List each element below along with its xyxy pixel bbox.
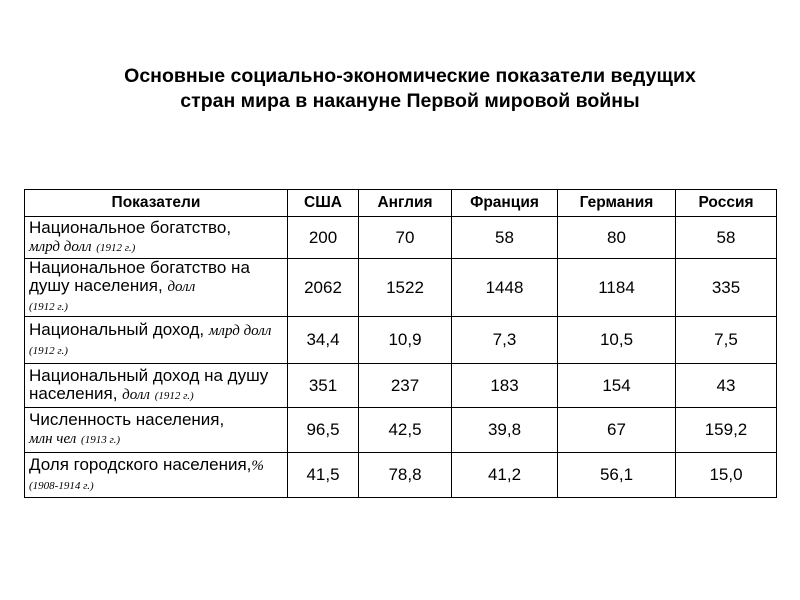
title-line-1: Основные социально-экономические показатели ведущих <box>124 65 696 87</box>
cell-value: 10,9 <box>359 317 452 364</box>
title-line-2: стран мира в накануне Первой мировой войны <box>180 90 640 112</box>
cell-value: 15,0 <box>676 453 777 498</box>
cell-value: 58 <box>452 217 558 259</box>
row-label-wealth-per-capita <box>25 259 288 317</box>
cell-value: 78,8 <box>359 453 452 498</box>
cell-value: 10,5 <box>558 317 676 364</box>
cell-value: 39,8 <box>452 408 558 453</box>
cell-value: 237 <box>359 364 452 408</box>
cell-value: 1448 <box>452 259 558 317</box>
table-row <box>25 408 777 453</box>
cell-value: 200 <box>288 217 359 259</box>
row-note: (1912 г.) <box>154 389 194 402</box>
cell-value: 80 <box>558 217 676 259</box>
row-note: (1913 г.) <box>81 434 121 446</box>
table-row <box>25 259 777 317</box>
cell-value: 1184 <box>558 259 676 317</box>
header-usa: США <box>288 190 359 217</box>
row-label-text: Численность населения, <box>29 410 225 429</box>
row-unit: млрд долл <box>29 238 92 255</box>
row-label-text: Национальное богатство, <box>29 217 232 237</box>
cell-value: 43 <box>676 364 777 408</box>
row-unit: долл <box>122 386 150 403</box>
row-note: (1912 г.) <box>29 344 68 357</box>
row-label-population <box>25 408 288 453</box>
cell-value: 96,5 <box>288 408 359 453</box>
table-row <box>25 317 777 364</box>
row-note: (1912 г.) <box>96 241 136 254</box>
header-germany: Германия <box>558 190 676 217</box>
cell-value: 2062 <box>288 259 359 317</box>
row-unit: долл <box>167 279 196 295</box>
header-england: Англия <box>359 190 452 217</box>
cell-value: 41,5 <box>288 453 359 498</box>
cell-value: 42,5 <box>359 408 452 453</box>
row-note: (1908-1914 г.) <box>29 479 94 492</box>
cell-value: 335 <box>676 259 777 317</box>
header-indicators: Показатели <box>25 190 288 217</box>
cell-value: 70 <box>359 217 452 259</box>
cell-value: 183 <box>452 364 558 408</box>
row-label-urban-share <box>25 453 288 498</box>
cell-value: 7,5 <box>676 317 777 364</box>
row-note: (1912 г.) <box>29 301 68 313</box>
cell-value: 41,2 <box>452 453 558 498</box>
row-label-text: Национальное богатство на душу населения, <box>29 258 250 295</box>
cell-value: 34,4 <box>288 317 359 364</box>
row-label-national-income <box>25 317 288 364</box>
cell-value: 67 <box>558 408 676 453</box>
row-label-income-per-capita <box>25 364 288 408</box>
row-unit: % <box>251 457 264 474</box>
row-label-text: Доля городского населения, <box>29 454 252 474</box>
table-row <box>25 453 777 498</box>
cell-value: 154 <box>558 364 676 408</box>
cell-value: 58 <box>676 217 777 259</box>
row-label-text: Национальный доход, <box>29 319 205 339</box>
table-row <box>25 364 777 408</box>
row-label-text: Национальный доход на душу населения, <box>29 365 269 403</box>
cell-value: 56,1 <box>558 453 676 498</box>
row-unit: млрд долл <box>208 322 272 339</box>
table-header-row <box>25 190 777 217</box>
row-unit: млн чел <box>29 431 77 447</box>
header-france: Франция <box>452 190 558 217</box>
cell-value: 159,2 <box>676 408 777 453</box>
indicators-table <box>24 189 777 498</box>
row-label-national-wealth <box>25 217 288 259</box>
page-title <box>0 64 800 114</box>
cell-value: 7,3 <box>452 317 558 364</box>
cell-value: 1522 <box>359 259 452 317</box>
table-row <box>25 217 777 259</box>
cell-value: 351 <box>288 364 359 408</box>
header-russia: Россия <box>676 190 777 217</box>
